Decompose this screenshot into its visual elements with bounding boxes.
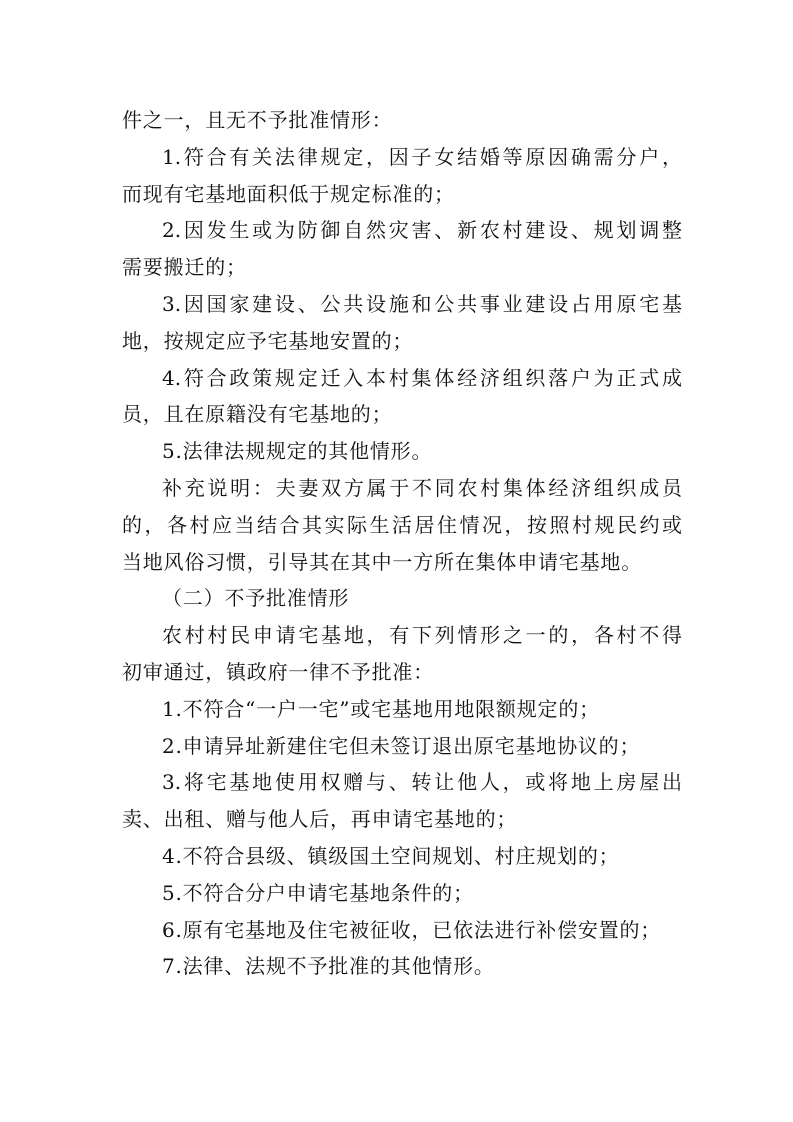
text-line: 需要搬迁的； <box>122 255 247 280</box>
text-line: 初审通过，镇政府一律不予批准： <box>122 659 434 684</box>
text-line: 地，按规定应予宅基地安置的； <box>122 328 414 353</box>
text-line: 的，各村应当结合其实际生活居住情况，按照村规民约或 <box>122 512 682 537</box>
text-line: 而现有宅基地面积低于规定标准的； <box>122 181 455 206</box>
text-line: 农村村民申请宅基地，有下列情形之一的，各村不得 <box>162 623 682 648</box>
text-line: 6.原有宅基地及住宅被征收，已依法进行补偿安置的； <box>162 917 662 942</box>
text-line: 补充说明：夫妻双方属于不同农村集体经济组织成员 <box>162 475 682 500</box>
text-line: 2.因发生或为防御自然灾害、新农村建设、规划调整 <box>162 218 682 243</box>
text-line: 1.不符合“一户一宅”或宅基地用地限额规定的； <box>162 696 600 721</box>
text-line: 1.符合有关法律规定，因子女结婚等原因确需分户， <box>162 144 682 169</box>
text-line: 4.符合政策规定迁入本村集体经济组织落户为正式成 <box>162 365 682 390</box>
text-line: 当地风俗习惯，引导其在其中一方所在集体申请宅基地。 <box>122 549 642 574</box>
section-heading: （二）不予批准情形 <box>162 586 350 611</box>
text-line: 3.将宅基地使用权赠与、转让他人，或将地上房屋出 <box>162 770 682 795</box>
text-line: 7.法律、法规不予批准的其他情形。 <box>162 954 495 979</box>
text-line: 员，且在原籍没有宅基地的； <box>122 402 393 427</box>
document-body <box>122 102 682 985</box>
text-line: 5.法律法规规定的其他情形。 <box>162 439 433 464</box>
text-line: 件之一，且无不予批准情形： <box>122 108 393 132</box>
text-line: 5.不符合分户申请宅基地条件的； <box>162 880 474 905</box>
text-line: 卖、出租、赠与他人后，再申请宅基地的； <box>122 807 518 832</box>
text-line: 4.不符合县级、镇级国土空间规划、村庄规划的； <box>162 843 620 868</box>
text-line: 2.申请异址新建住宅但未签订退出原宅基地协议的； <box>162 733 641 758</box>
text-line: 3.因国家建设、公共设施和公共事业建设占用原宅基 <box>162 291 682 316</box>
